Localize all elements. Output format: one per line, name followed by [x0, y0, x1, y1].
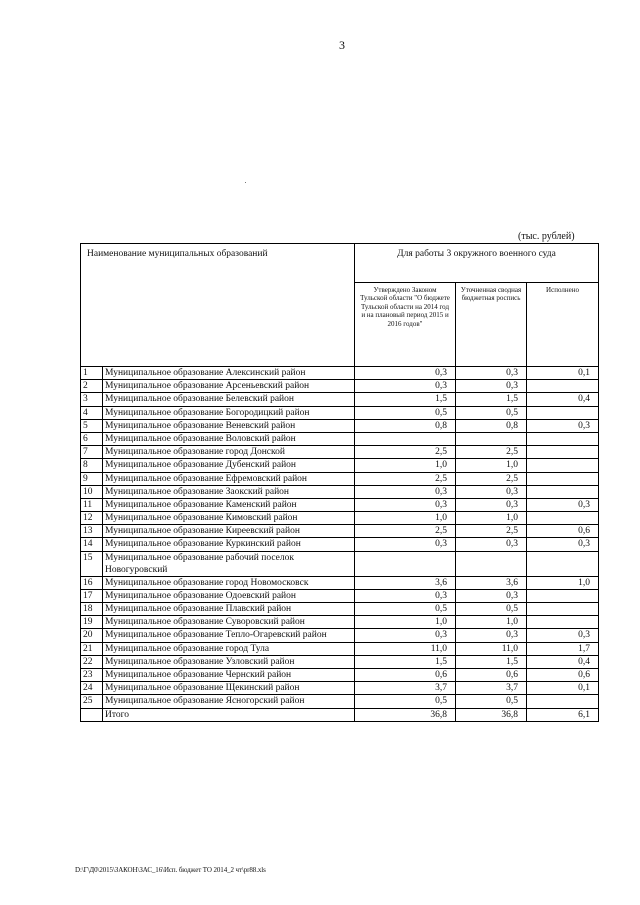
row-number: 18: [81, 603, 103, 616]
header-revised: Уточненная сводная бюджетная роспись: [456, 283, 527, 367]
row-number: 16: [81, 576, 103, 589]
table-row: [81, 682, 599, 695]
header-group-title: Для работы 3 окружного военного суда: [355, 244, 599, 283]
table-row: [81, 538, 599, 551]
row-executed: 1,7: [527, 642, 599, 655]
table-body: [81, 367, 599, 709]
row-revised: 1,0: [456, 512, 527, 525]
row-name: Муниципальное образование Кимовский район: [103, 512, 355, 525]
row-executed: 0,3: [527, 538, 599, 551]
row-executed: 0,1: [527, 682, 599, 695]
row-executed: [527, 603, 599, 616]
row-name: Муниципальное образование Суворовский район: [103, 616, 355, 629]
header-name-column: Наименование муниципальных образований: [81, 244, 355, 367]
row-executed: [527, 485, 599, 498]
row-revised: 11,0: [456, 642, 527, 655]
row-executed: [527, 512, 599, 525]
row-approved: 0,3: [355, 380, 456, 393]
table-row: [81, 629, 599, 642]
row-executed: 0,6: [527, 525, 599, 538]
row-number: 19: [81, 616, 103, 629]
row-revised: 0,3: [456, 629, 527, 642]
units-label: (тыс. рублей): [518, 231, 575, 242]
row-revised: 3,6: [456, 576, 527, 589]
table-row: [81, 576, 599, 589]
row-revised: [456, 551, 527, 576]
row-executed: 0,6: [527, 668, 599, 681]
row-revised: 3,7: [456, 682, 527, 695]
row-name: Муниципальное образование Ефремовский район: [103, 472, 355, 485]
row-revised: [456, 432, 527, 445]
row-revised: 1,0: [456, 616, 527, 629]
row-revised: 2,5: [456, 472, 527, 485]
table-row: [81, 485, 599, 498]
row-revised: 2,5: [456, 525, 527, 538]
table-row: [81, 603, 599, 616]
row-name: Муниципальное образование Ясногорский район: [103, 695, 355, 708]
row-revised: 0,5: [456, 603, 527, 616]
row-revised: 0,3: [456, 498, 527, 511]
row-name: Муниципальное образование Дубенский район: [103, 459, 355, 472]
table-row: [81, 406, 599, 419]
row-executed: 0,3: [527, 629, 599, 642]
row-approved: 3,6: [355, 576, 456, 589]
row-number: 7: [81, 446, 103, 459]
page-number: 3: [339, 38, 345, 52]
budget-table: [80, 243, 599, 722]
row-approved: 1,5: [355, 393, 456, 406]
row-number: 17: [81, 589, 103, 602]
row-executed: [527, 616, 599, 629]
row-number: 11: [81, 498, 103, 511]
row-approved: 2,5: [355, 525, 456, 538]
row-name: Муниципальное образование Заокский район: [103, 485, 355, 498]
table-row: [81, 380, 599, 393]
row-name: Муниципальное образование Плавский район: [103, 603, 355, 616]
row-name: Муниципальное образование город Новомосковск: [103, 576, 355, 589]
row-approved: 1,0: [355, 616, 456, 629]
row-name: Муниципальное образование Белевский район: [103, 393, 355, 406]
row-revised: 0,3: [456, 589, 527, 602]
row-approved: 0,3: [355, 485, 456, 498]
row-approved: 0,5: [355, 695, 456, 708]
row-revised: 0,3: [456, 485, 527, 498]
row-approved: 0,6: [355, 668, 456, 681]
row-number: 2: [81, 380, 103, 393]
row-name: Муниципальное образование Чернский район: [103, 668, 355, 681]
row-approved: [355, 432, 456, 445]
row-number: 24: [81, 682, 103, 695]
row-name: Муниципальное образование Киреевский район: [103, 525, 355, 538]
row-number: 8: [81, 459, 103, 472]
row-name: Муниципальное образование Алексинский район: [103, 367, 355, 380]
row-number: 3: [81, 393, 103, 406]
row-executed: [527, 551, 599, 576]
row-number: 14: [81, 538, 103, 551]
row-name: Муниципальное образование рабочий поселок Новогуровский: [103, 551, 355, 576]
row-number: 20: [81, 629, 103, 642]
table-row: [81, 367, 599, 380]
row-executed: [527, 695, 599, 708]
row-name: Муниципальное образование Одоевский район: [103, 589, 355, 602]
row-executed: 0,3: [527, 498, 599, 511]
row-executed: 0,4: [527, 393, 599, 406]
row-executed: [527, 589, 599, 602]
row-executed: 1,0: [527, 576, 599, 589]
row-approved: 1,0: [355, 512, 456, 525]
row-number: 1: [81, 367, 103, 380]
row-approved: 0,3: [355, 538, 456, 551]
row-name: Муниципальное образование Куркинский район: [103, 538, 355, 551]
row-approved: 0,3: [355, 629, 456, 642]
row-number: 13: [81, 525, 103, 538]
row-executed: [527, 459, 599, 472]
row-revised: 0,5: [456, 695, 527, 708]
row-executed: 0,1: [527, 367, 599, 380]
row-executed: [527, 406, 599, 419]
header-executed: Исполнено: [527, 283, 599, 367]
table-row: [81, 459, 599, 472]
row-number: 25: [81, 695, 103, 708]
table-row: [81, 616, 599, 629]
row-number: 22: [81, 655, 103, 668]
row-number: 15: [81, 551, 103, 576]
row-name: Муниципальное образование город Донской: [103, 446, 355, 459]
total-row: [81, 708, 599, 721]
table-row: [81, 446, 599, 459]
row-name: Муниципальное образование Арсеньевский район: [103, 380, 355, 393]
row-name: Муниципальное образование Веневский район: [103, 419, 355, 432]
row-executed: [527, 380, 599, 393]
table-row: [81, 419, 599, 432]
row-approved: 0,3: [355, 589, 456, 602]
row-number: 23: [81, 668, 103, 681]
table-row: [81, 393, 599, 406]
row-revised: 1,0: [456, 459, 527, 472]
table-row: [81, 432, 599, 445]
row-number: 21: [81, 642, 103, 655]
row-executed: [527, 446, 599, 459]
row-number: 5: [81, 419, 103, 432]
row-number: 6: [81, 432, 103, 445]
row-revised: 0,6: [456, 668, 527, 681]
table-row: [81, 589, 599, 602]
total-revised: 36,8: [456, 708, 527, 721]
row-executed: [527, 432, 599, 445]
row-name: Муниципальное образование Узловский район: [103, 655, 355, 668]
table-row: [81, 655, 599, 668]
row-approved: 0,5: [355, 406, 456, 419]
row-executed: 0,3: [527, 419, 599, 432]
row-approved: 2,5: [355, 446, 456, 459]
row-approved: 0,8: [355, 419, 456, 432]
row-approved: [355, 551, 456, 576]
row-approved: 0,3: [355, 367, 456, 380]
row-name: Муниципальное образование Тепло-Огаревский район: [103, 629, 355, 642]
row-revised: 1,5: [456, 655, 527, 668]
row-name: Муниципальное образование Богородицкий район: [103, 406, 355, 419]
row-approved: 1,5: [355, 655, 456, 668]
row-revised: 0,3: [456, 538, 527, 551]
table-row: [81, 642, 599, 655]
table-row: [81, 668, 599, 681]
row-approved: 2,5: [355, 472, 456, 485]
table-row: [81, 512, 599, 525]
row-approved: 3,7: [355, 682, 456, 695]
row-executed: 0,4: [527, 655, 599, 668]
table-row: [81, 551, 599, 576]
row-name: Муниципальное образование город Тула: [103, 642, 355, 655]
row-approved: 0,3: [355, 498, 456, 511]
table-row: [81, 525, 599, 538]
row-approved: 0,5: [355, 603, 456, 616]
row-number: 12: [81, 512, 103, 525]
row-revised: 0,3: [456, 367, 527, 380]
row-revised: 2,5: [456, 446, 527, 459]
row-approved: 11,0: [355, 642, 456, 655]
row-number: 4: [81, 406, 103, 419]
header-approved: Утверждено Законом Тульской области "О бюджете Тульской области на 2014 год и на плановый период 2015 и 2016 годов": [355, 283, 456, 367]
total-approved: 36,8: [355, 708, 456, 721]
table-row: [81, 472, 599, 485]
row-name: Муниципальное образование Щекинский район: [103, 682, 355, 695]
row-number: 10: [81, 485, 103, 498]
total-executed: 6,1: [527, 708, 599, 721]
row-revised: 0,3: [456, 380, 527, 393]
table-row: [81, 498, 599, 511]
row-number: 9: [81, 472, 103, 485]
row-revised: 1,5: [456, 393, 527, 406]
row-revised: 0,8: [456, 419, 527, 432]
row-executed: [527, 472, 599, 485]
file-path-footer: D:\Г\Д0\2015\ЗАКОН\ЗАС_16\Исп. бюджет ТО 2014_2 чт\pr88.xls: [75, 866, 266, 874]
row-name: Муниципальное образование Каменский район: [103, 498, 355, 511]
table-row: [81, 695, 599, 708]
scan-speck: [245, 182, 246, 183]
total-label: Итого: [103, 708, 355, 721]
total-num-cell: [81, 708, 103, 721]
row-name: Муниципальное образование Воловский район: [103, 432, 355, 445]
row-revised: 0,5: [456, 406, 527, 419]
row-approved: 1,0: [355, 459, 456, 472]
